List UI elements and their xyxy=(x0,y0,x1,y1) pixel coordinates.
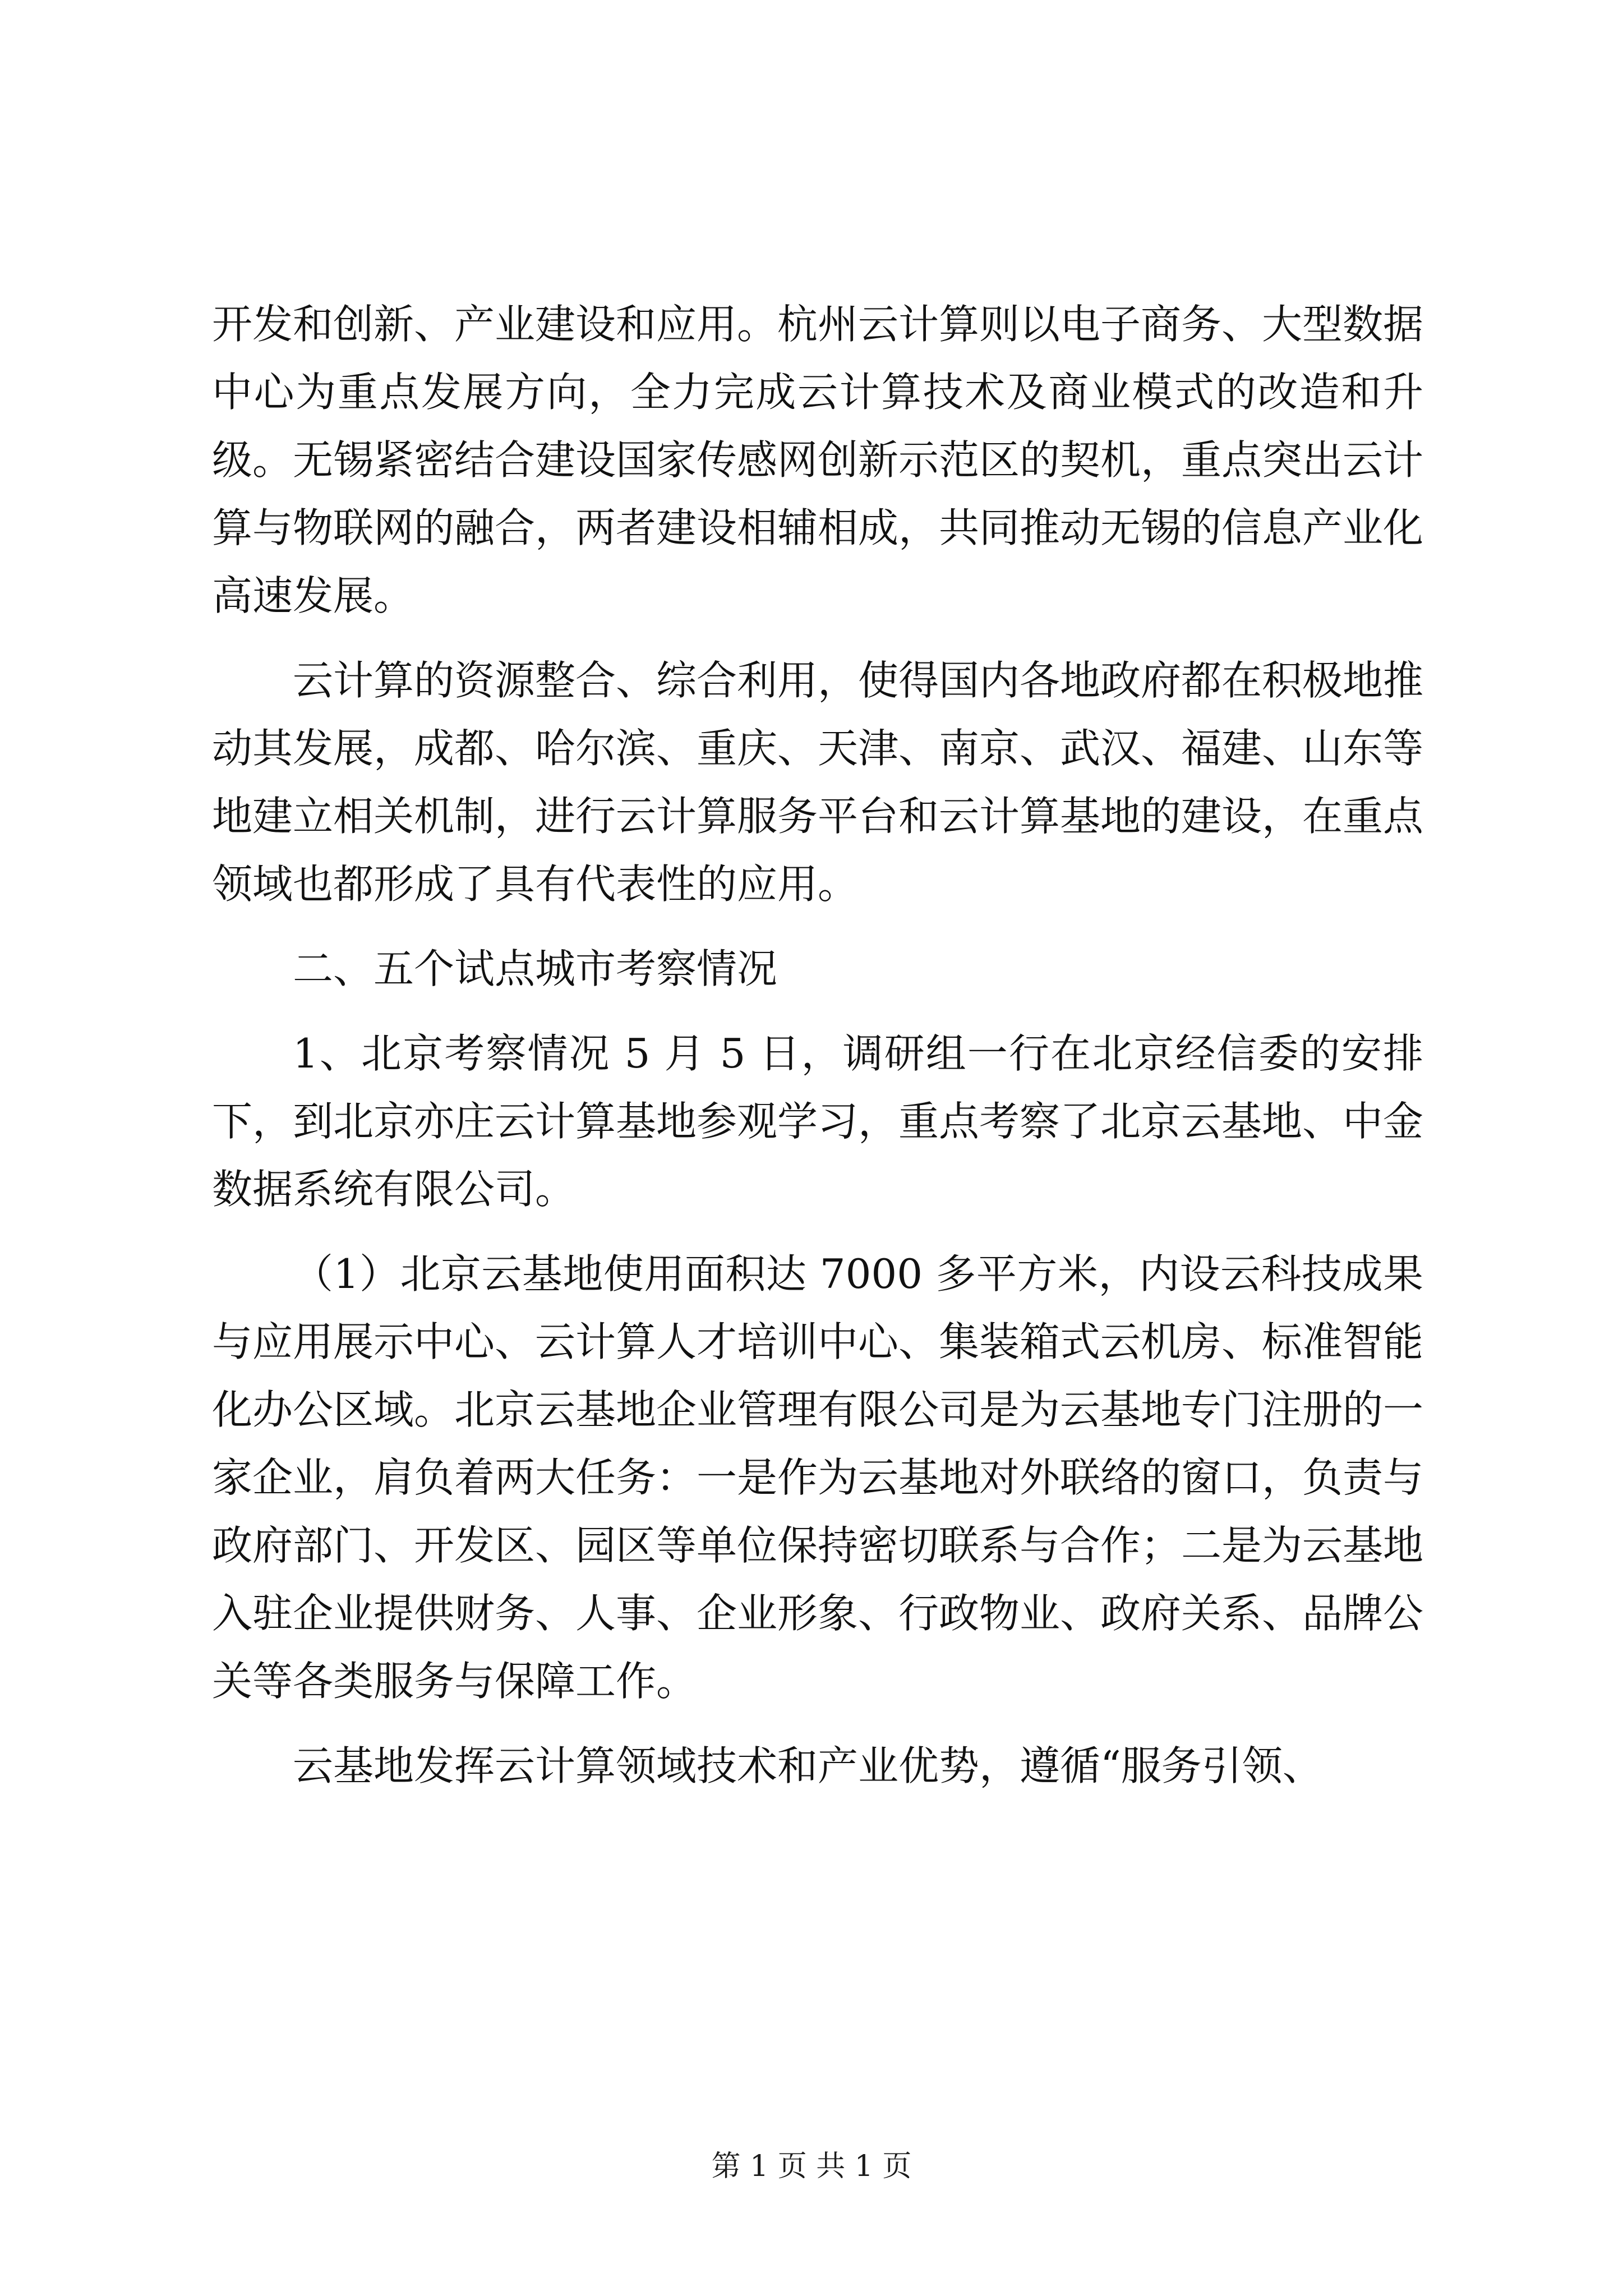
document-body xyxy=(212,291,1423,1817)
page-footer: 第 1 页 共 1 页 xyxy=(711,2150,912,2183)
paragraph-cloud-resource: 云计算的资源整合、综合利用，使得国内各地政府都在积极地推动其发展，成都、哈尔滨、重庆、天津、南京、武汉、福建、山东等地建立相关机制，进行云计算服务平台和云计算基地的建设，在重点领域也都形成了具有代表性的应用。 xyxy=(212,657,1424,908)
paragraph-beijing-visit: 1、北京考察情况 5 月 5 日，调研组一行在北京经信委的安排下，到北京亦庄云计算基地参观学习，重点考察了北京云基地、中金数据系统有限公司。 xyxy=(212,1030,1424,1213)
paragraph-continuation: 开发和创新、产业建设和应用。杭州云计算则以电子商务、大型数据中心为重点发展方向，全力完成云计算技术及商业模式的改造和升级。无锡紧密结合建设国家传感网创新示范区的契机，重点突出云计算与物联网的融合，两者建设相辅相成，共同推动无锡的信息产业化高速发展。 xyxy=(212,301,1424,619)
section-heading: 二、五个试点城市考察情况 xyxy=(293,945,778,992)
paragraph-cloud-base-advantage: 云基地发挥云计算领域技术和产业优势，遵循“服务引领、 xyxy=(293,1742,1323,1789)
paragraph-beijing-cloud-base: （1）北京云基地使用面积达 7000 多平方米，内设云科技成果与应用展示中心、云计算人才培训中心、集装箱式云机房、标准智能化办公区域。北京云基地企业管理有限公司是为云基地专门注册的一家企业，肩负着两大任务：一是作为云基地对外联络的窗口，负责与政府部门、开发区、园区等单位保持密切联系与合作；二是为云基地入驻企业提供财务、人事、企业形象、行政物业、政府关系、品牌公关等各类服务与保障工作。 xyxy=(212,1250,1424,1705)
